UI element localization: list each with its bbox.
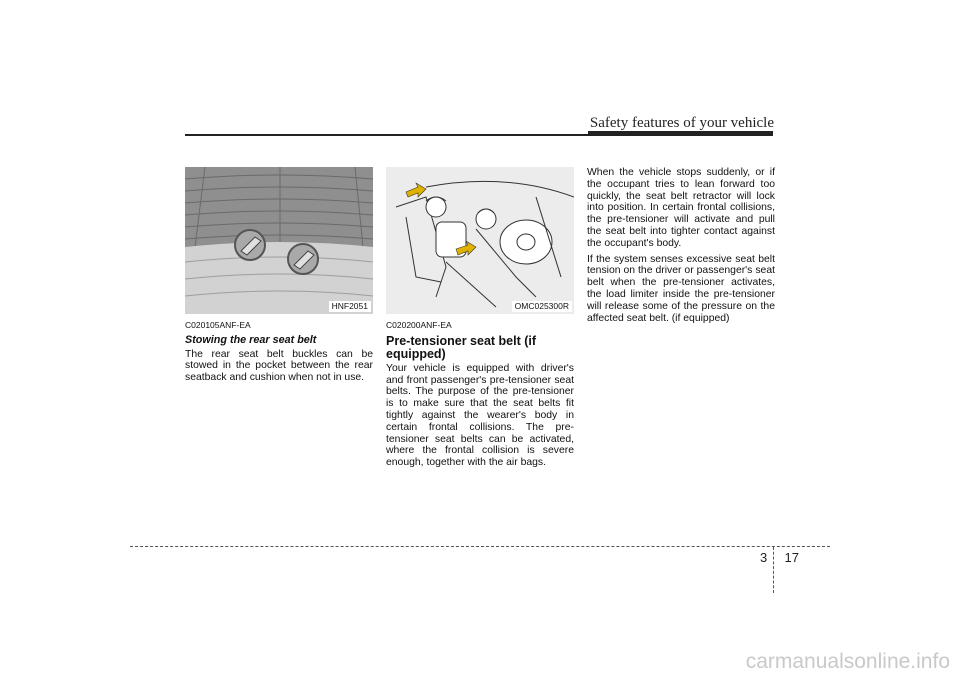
middle-column [386, 167, 574, 473]
header-rule-accent [588, 131, 773, 136]
pretensioner-figure [386, 167, 574, 314]
body-text: The rear seat belt buckles can be stowed in the pocket between the rear seatback and cushion when not in use. [185, 348, 373, 384]
paragraph-1: When the vehicle stops suddenly, or if the occupant tries to lean forward too quickly, the seat belt retractor will lock into position. In certain frontal collisions, the pre-tensioner will activate and pull the seat belt into tighter contact against the occupant's body. [587, 167, 775, 249]
page-number [760, 550, 799, 565]
figure-label: OMC025300R [512, 301, 572, 312]
section-code: C020200ANF-EA [386, 320, 452, 330]
paragraph-2: If the system senses excessive seat belt tension on the driver or passenger's seat belt when the pre-tensioner activates, the load limiter inside the pre-tensioner will release some of the pressure on the affected seat belt. (if equipped) [587, 253, 775, 324]
right-column [587, 165, 775, 328]
footer-rule [130, 546, 830, 547]
figure-label: HNF2051 [329, 301, 371, 312]
chapter-number: 3 [760, 550, 768, 565]
section-title: Safety features of your vehicle [589, 115, 774, 131]
heading: Pre-tensioner seat belt (if equipped) [386, 333, 537, 361]
watermark: carmanualsonline.info [745, 650, 950, 673]
body-text: Your vehicle is equipped with driver's and front passenger's pre-tensioner seat belts. The purpose of the pre-tensioner is to make sure that the seat belts fit tightly against the wearer's body in certain frontal collisions. The pre-tensioner seat belts can be activated, where the frontal collision is severe enough, together with the air bags. [386, 362, 574, 469]
rear-seat-figure [185, 167, 373, 314]
left-column [185, 167, 373, 388]
pretensioner-illustration [386, 167, 574, 314]
subheading: Stowing the rear seat belt [185, 333, 317, 346]
page-number-value: 17 [784, 550, 799, 565]
rear-seat-illustration [185, 167, 373, 314]
section-code: C020105ANF-EA [185, 320, 251, 330]
